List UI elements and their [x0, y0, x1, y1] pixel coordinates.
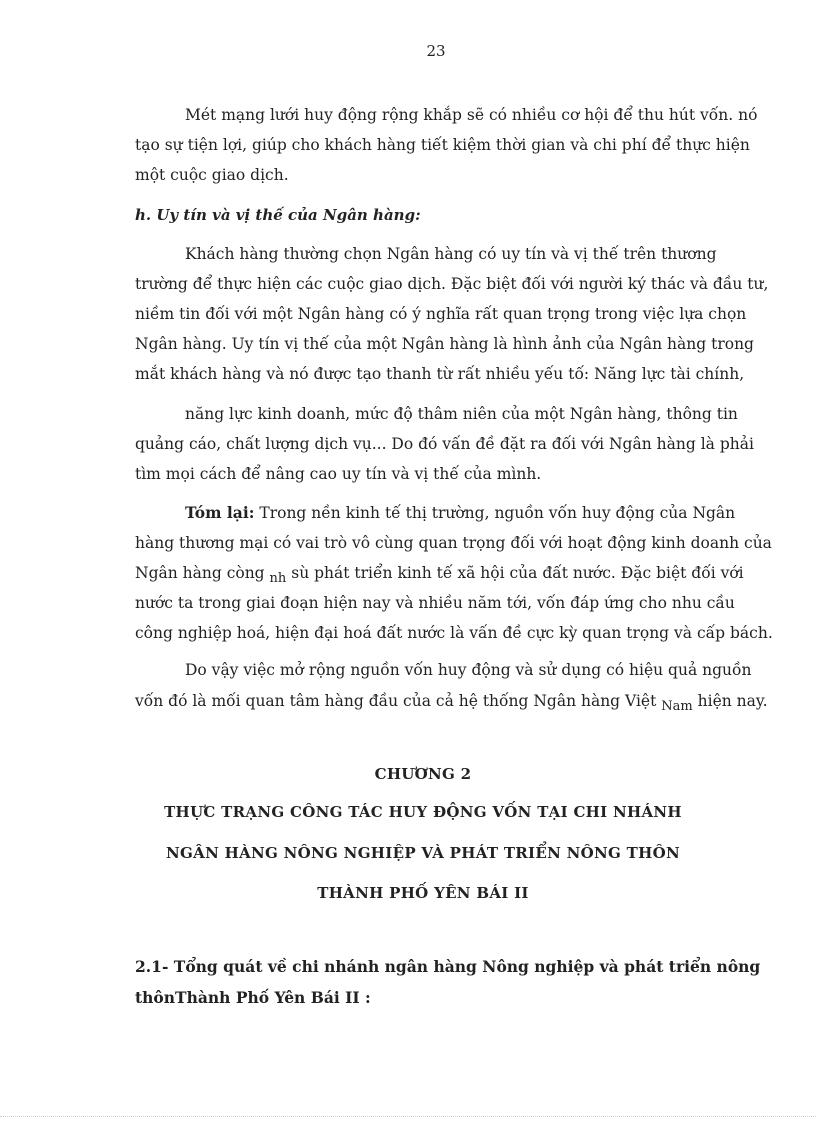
para4-line2: hàng thương mại có vai trò vô cùng quan trọng đối với hoạt động kinh doanh của	[135, 534, 772, 552]
para2-line4: Ngân hàng. Uy tín vị thế của một Ngân hàng là hình ảnh của Ngân hàng trong	[135, 335, 754, 353]
para1-line1: Mét mạng lưới huy động rộng khắp sẽ có nhiều cơ hội để thu hút vốn. nó	[185, 106, 758, 124]
para5-line1: Do vậy việc mở rộng nguồn vốn huy động và sử dụng có hiệu quả nguồn	[185, 661, 752, 679]
para4-line3-post: sù phát triển kinh tế xã hội của đất nước. Đặc biệt đối với	[291, 564, 744, 582]
para5-line2-post: hiện nay.	[697, 692, 768, 710]
para5-line2-pre: vốn đó là mối quan tâm hàng đầu của cả hệ thống Ngân hàng Việt	[135, 692, 657, 710]
para2-line2: trường để thực hiện các cuộc giao dịch. Đặc biệt đối với người ký thác và đầu tư,	[135, 275, 769, 293]
page-number: 23	[426, 42, 446, 60]
para4-line1	[185, 503, 735, 523]
para5-line2	[135, 691, 768, 717]
para1-line3: một cuộc giao dịch.	[135, 166, 289, 184]
para4-line3	[135, 563, 744, 589]
page-bottom-divider	[0, 1116, 816, 1117]
subheading-h: h. Uy tín và vị thế của Ngân hàng:	[135, 206, 421, 224]
para2-line5: mắt khách hàng và nó được tạo thanh từ rất nhiều yếu tố: Năng lực tài chính,	[135, 365, 745, 383]
section-heading-line1: 2.1- Tổng quát về chi nhánh ngân hàng Nông nghiệp và phát triển nông	[135, 957, 761, 976]
chapter-title-line1: THỰC TRẠNG CÔNG TÁC HUY ĐỘNG VỐN TẠI CHI NHÁNH	[164, 803, 682, 821]
summary-label: Tóm lại:	[185, 503, 255, 522]
para5-line2-small: Nam	[661, 699, 693, 714]
section-heading-line2: thônThành Phố Yên Bái II :	[135, 988, 371, 1007]
para3-line3: tìm mọi cách để nâng cao uy tín và vị thế của mình.	[135, 465, 542, 483]
para4-line3-small: nh	[269, 571, 287, 586]
para4-line5: công nghiệp hoá, hiện đại hoá đất nước là vấn đề cực kỳ quan trọng và cấp bách.	[135, 624, 773, 642]
chapter-title-line3: THÀNH PHỐ YÊN BÁI II	[317, 884, 529, 902]
para4-line4: nước ta trong giai đoạn hiện nay và nhiều năm tới, vốn đáp ứng cho nhu cầu	[135, 594, 735, 612]
chapter-number: CHƯƠNG 2	[374, 765, 472, 783]
para1-line2: tạo sự tiện lợi, giúp cho khách hàng tiết kiệm thời gian và chi phí để thực hiện	[135, 136, 750, 154]
para2-line3: niềm tin đối với một Ngân hàng có ý nghĩa rất quan trọng trong việc lựa chọn	[135, 305, 747, 323]
para2-line1: Khách hàng thường chọn Ngân hàng có uy tín và vị thế trên thương	[185, 245, 717, 263]
para4-line1-text: Trong nền kinh tế thị trường, nguồn vốn huy động của Ngân	[254, 504, 736, 522]
para3-line1: năng lực kinh doanh, mức độ thâm niên của một Ngân hàng, thông tin	[185, 405, 738, 423]
para4-line3-pre: Ngân hàng còng	[135, 564, 265, 582]
chapter-title-line2: NGÂN HÀNG NÔNG NGHIỆP VÀ PHÁT TRIỂN NÔNG THÔN	[166, 844, 680, 862]
para3-line2: quảng cáo, chất lượng dịch vụ... Do đó vấn đề đặt ra đối với Ngân hàng là phải	[135, 435, 754, 453]
